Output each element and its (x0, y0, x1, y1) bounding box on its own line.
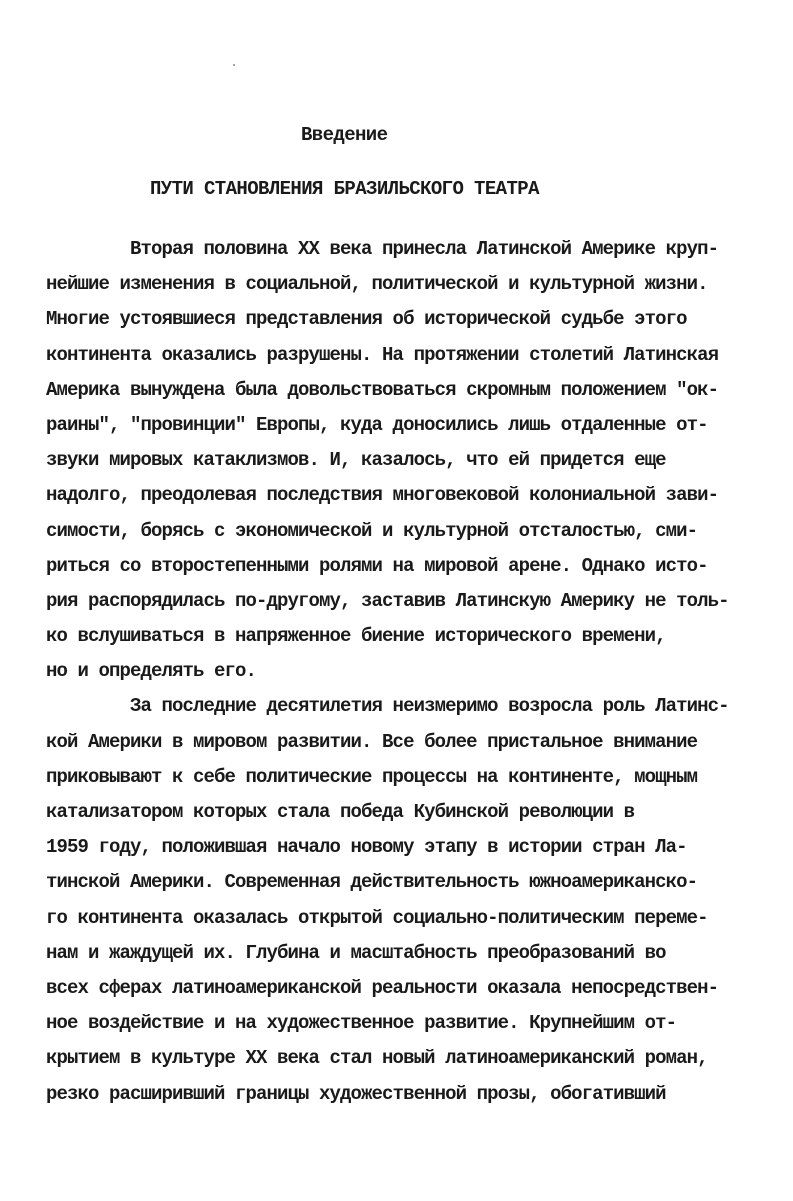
body-text (46, 232, 746, 1112)
text-line: Америка вынуждена была довольствоваться скромным положением "ок- (46, 378, 719, 401)
text-line: го континента оказалась открытой социально-политическим переме- (46, 906, 708, 929)
text-line: но и определять его. (46, 660, 257, 683)
text-line: рия распорядилась по-другому, заставив Латинскую Америку не толь- (46, 589, 729, 612)
text-line: раины", "провинции" Европы, куда доносились лишь отдаленные от- (46, 413, 708, 436)
text-line: Вторая половина XX века принесла Латинской Америке круп- (46, 238, 719, 260)
text-line: ко вслушиваться в напряженное биение исторического времени, (46, 625, 666, 648)
text-line: звуки мировых катаклизмов. И, казалось, что ей придется еще (46, 449, 666, 472)
text-line: приковывают к себе политические процессы на континенте, мощным (46, 765, 698, 788)
text-line: Многие устоявшиеся представления об исторической судьбе этого (46, 308, 687, 331)
text-line: За последние десятилетия неизмеримо возросла роль Латинс- (46, 695, 729, 718)
text-line: континента оказались разрушены. На протяжении столетий Латинская (46, 343, 719, 366)
text-line: симости, борясь с экономической и культурной отсталостью, сми- (46, 519, 698, 542)
section-label: Введение (301, 124, 388, 146)
text-line: всех сферах латиноамериканской реальности оказала непосредствен- (46, 976, 719, 999)
text-line: 1959 году, положившая начало новому этапу в истории стран Ла- (46, 836, 687, 859)
text-line: нам и жаждущей их. Глубина и масштабность преобразований во (46, 941, 666, 964)
text-line: катализатором которых стала победа Кубинской революции в (46, 801, 635, 823)
text-line: нейшие изменения в социальной, политической и культурной жизни. (46, 273, 708, 296)
text-line: надолго, преодолевая последствия многовековой колониальной зави- (46, 484, 719, 507)
text-line: тинской Америки. Современная действительность южноамериканско- (46, 871, 698, 894)
document-title: ПУТИ СТАНОВЛЕНИЯ БРАЗИЛЬСКОГО ТЕАТРА (150, 178, 539, 200)
text-line: риться со второстепенными ролями на мировой арене. Однако исто- (46, 554, 708, 577)
scan-speck (233, 64, 235, 66)
text-line: крытием в культуре XX века стал новый латиноамериканский роман, (46, 1047, 708, 1070)
text-line: кой Америки в мировом развитии. Все более пристальное внимание (46, 730, 698, 753)
text-line: резко расширивший границы художественной прозы, обогативший (46, 1082, 666, 1105)
text-line: ное воздействие и на художественное развитие. Крупнейшим от- (46, 1012, 677, 1035)
